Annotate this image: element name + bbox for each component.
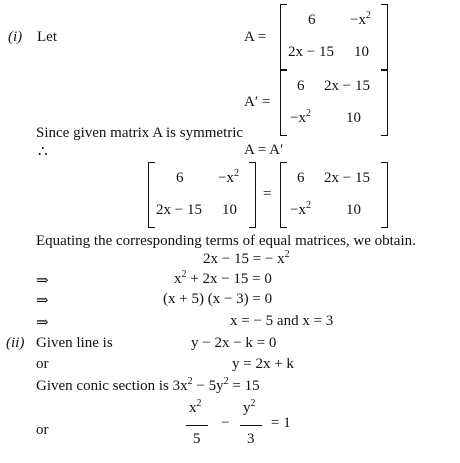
or-text-2: or [36, 422, 49, 438]
matrix-rhs-r2c1: $-x^2$ [290, 200, 311, 218]
matrix-lhs-r2c1: 2x − 15 [156, 202, 202, 218]
equation-3: (x + 5) (x − 3) = 0 [163, 291, 273, 307]
implies-3: ⇒ [36, 315, 49, 331]
implies-2: ⇒ [36, 293, 49, 309]
matrix-a-r2c1: 2x − 15 [288, 44, 334, 60]
matrix-aprime-rhs [280, 162, 388, 228]
fraction-y2-over-3: $y^2$ 3 [240, 400, 262, 458]
equating-text: Equating the corresponding terms of equal matrices, we obtain. [36, 233, 416, 249]
therefore-symbol: ∴ [38, 144, 48, 160]
part-ii-label: (ii) [6, 335, 25, 351]
a-equals: A = [244, 29, 267, 45]
a-equals-aprime: A = A′ [244, 142, 284, 158]
since-text: Since given matrix A is symmetric [36, 125, 244, 141]
matrix-rhs-r2c2: 10 [346, 202, 361, 218]
line-equation: y − 2x − k = 0 [191, 335, 277, 351]
part-i-label: (i) [8, 29, 23, 45]
minus-sign: − [221, 415, 230, 431]
matrix-equal-sign: = [263, 186, 272, 202]
matrix-a-lhs [148, 162, 256, 228]
given-line-text: Given line is [36, 335, 113, 351]
matrix-aprime-r2c2: 10 [346, 110, 361, 126]
matrix-a-r1c2: $-x^2$ [350, 10, 371, 28]
equation-1: 2x − 15 = − $x^2$ [203, 249, 290, 267]
matrix-rhs-r1c2: 2x − 15 [324, 170, 370, 186]
equation-2: $x^2 + 2x - 15 = 0$ [174, 269, 272, 287]
matrix-lhs-r2c2: 10 [222, 202, 237, 218]
matrix-lhs-r1c1: 6 [176, 170, 184, 186]
matrix-aprime-r1c2: 2x − 15 [324, 78, 370, 94]
matrix-a-r2c2: 10 [354, 44, 369, 60]
let-text: Let [37, 29, 57, 45]
matrix-a [280, 4, 388, 70]
line-equation-2: y = 2x + k [232, 356, 294, 372]
matrix-rhs-r1c1: 6 [297, 170, 305, 186]
matrix-aprime-r1c1: 6 [297, 78, 305, 94]
matrix-aprime-r2c1: $-x^2$ [290, 108, 311, 126]
equals-one: = 1 [271, 415, 291, 431]
or-text-1: or [36, 356, 49, 372]
implies-1: ⇒ [36, 273, 49, 289]
equation-4: x = − 5 and x = 3 [230, 313, 334, 329]
conic-text: Given conic section is $3x^2 - 5y^2 = 15$ [36, 376, 260, 394]
fraction-x2-over-5: $x^2$ 5 [186, 400, 208, 458]
aprime-equals: A′ = [244, 94, 271, 110]
matrix-lhs-r1c2: $-x^2$ [218, 168, 239, 186]
matrix-a-r1c1: 6 [308, 12, 316, 28]
matrix-aprime [280, 70, 388, 136]
